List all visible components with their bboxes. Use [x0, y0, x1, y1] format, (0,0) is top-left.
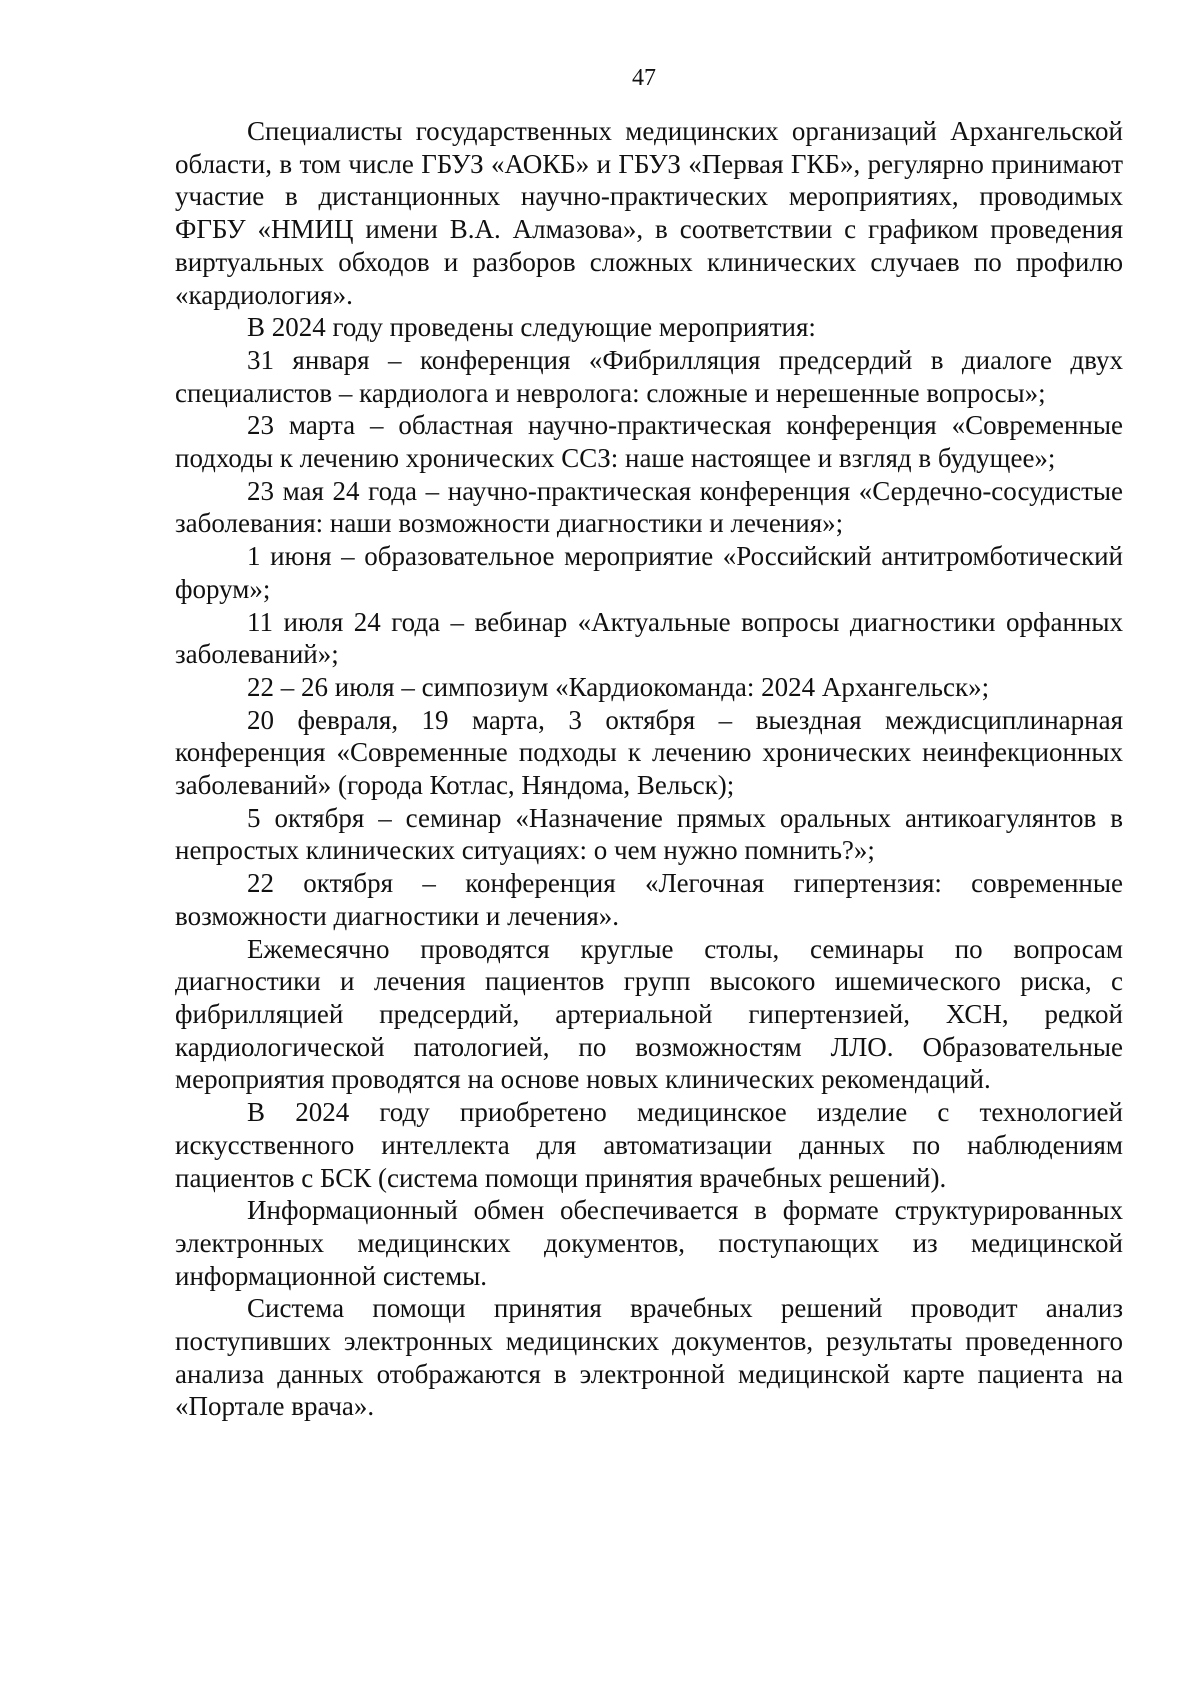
list-item-event: 22 – 26 июля – симпозиум «Кардиокоманда: 2024 Архангельск»; — [247, 671, 990, 702]
paragraph-decision-support-system: Система помощи принятия врачебных решений проводит анализ поступивших электронных медицинских документов, результаты проведенного анализа данных отображаются в электронной медицинской карте пациента на «Портале врача». — [175, 1293, 1123, 1422]
list-item-event: 23 мая 24 года – научно-практическая конференция «Сердечно-сосудистые заболевания: наши возможности диагностики и лечения»; — [175, 475, 1123, 539]
page-number: 47 — [632, 65, 656, 91]
list-item-event: 11 июля 24 года – вебинар «Актуальные вопросы диагностики орфанных заболеваний»; — [175, 606, 1123, 670]
list-item-event: 20 февраля, 19 марта, 3 октября – выездная междисциплинарная конференция «Современные подходы к лечению хронических неинфекционных заболеваний» (города Котлас, Няндома, Вельск); — [175, 704, 1123, 801]
list-item-event: 5 октября – семинар «Назначение прямых оральных антикоагулянтов в непростых клинических ситуациях: о чем нужно помнить?»; — [175, 802, 1123, 866]
paragraph-information-exchange: Информационный обмен обеспечивается в формате структурированных электронных медицинских документов, поступающих из медицинской информационной системы. — [175, 1195, 1123, 1291]
list-item-event: 1 июня – образовательное мероприятие «Российский антитромботический форум»; — [175, 541, 1123, 604]
document-body — [175, 115, 1123, 1423]
paragraph-events-intro: В 2024 году проведены следующие мероприятия: — [247, 312, 816, 343]
list-item-event: 23 марта – областная научно-практическая конференция «Современные подходы к лечению хронических ССЗ: наше настоящее и взгляд в будущее»; — [175, 410, 1123, 474]
paragraph-monthly-round-tables: Ежемесячно проводятся круглые столы, семинары по вопросам диагностики и лечения пациентов групп высокого ишемического риска, с фибрилляцией предсердий, артериальной гипертензией, ХСН, редкой кардиологической патологией, по возможностям ЛЛО. Образовательные мероприятия проводятся на основе новых клинических рекомендаций. — [175, 933, 1123, 1095]
list-item-event: 31 января – конференция «Фибрилляция предсердий в диалоге двух специалистов – кардиолога и невролога: сложные и нерешенные вопросы»; — [175, 344, 1123, 408]
paragraph-specialists-participation: Специалисты государственных медицинских организаций Архангельской области, в том числе ГБУЗ «АОКБ» и ГБУЗ «Первая ГКБ», регулярно принимают участие в дистанционных научно-практических мероприятиях, проводимых ФГБУ «НМИЦ имени В.А. Алмазова», в соответствии с графиком проведения виртуальных обходов и разборов сложных клинических случаев по профилю «кардиология». — [175, 116, 1123, 310]
list-item-event: 22 октября – конференция «Легочная гипертензия: современные возможности диагностики и лечения». — [175, 868, 1123, 931]
paragraph-ai-device: В 2024 году приобретено медицинское изделие с технологией искусственного интеллекта для автоматизации данных по наблюдениям пациентов с БСК (система помощи принятия врачебных решений). — [175, 1097, 1123, 1193]
